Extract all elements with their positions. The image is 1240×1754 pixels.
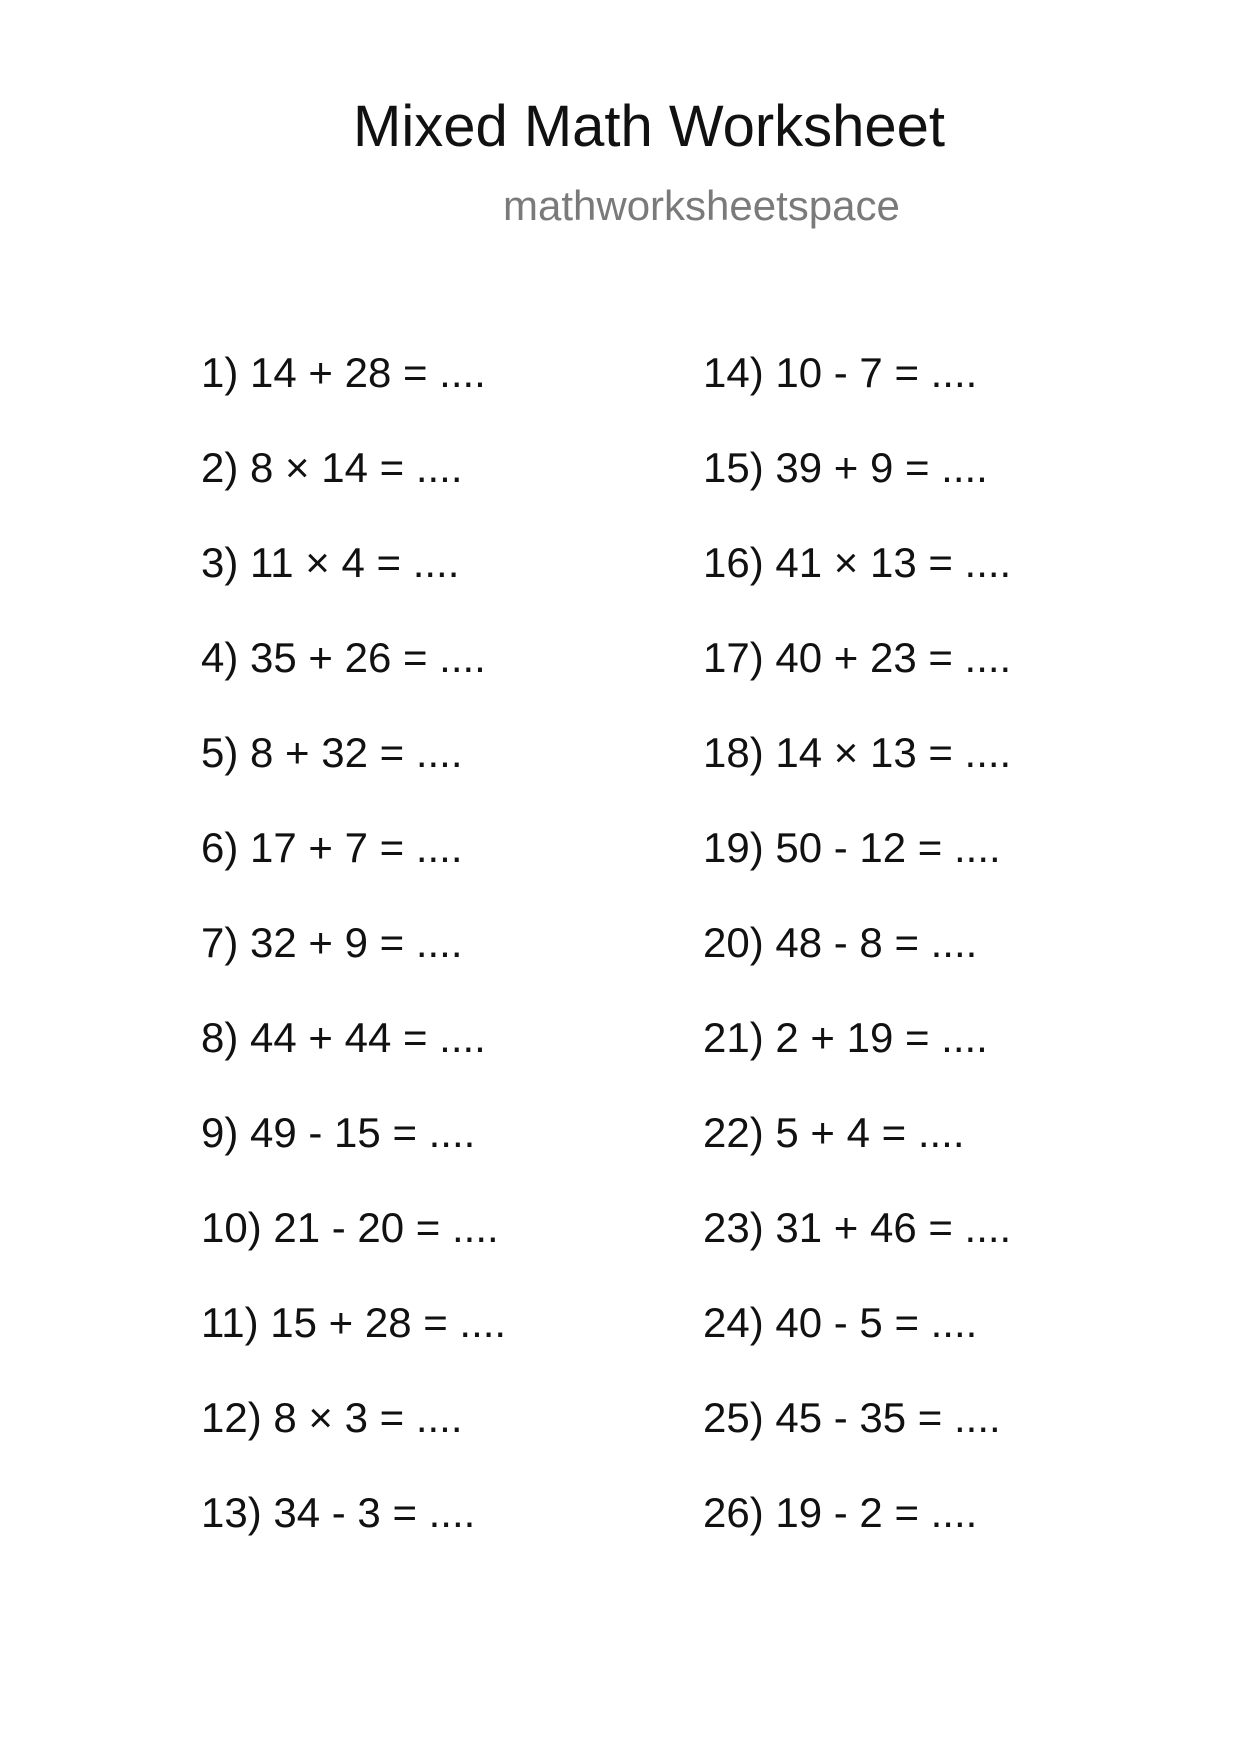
problem-1: 1) 14 + 28 = ....	[201, 349, 486, 396]
problem-18: 18) 14 × 13 = ....	[703, 729, 1012, 776]
problem-19: 19) 50 - 12 = ....	[703, 824, 1001, 871]
problem-3: 3) 11 × 4 = ....	[201, 539, 460, 586]
problem-2: 2) 8 × 14 = ....	[201, 444, 463, 491]
problem-23: 23) 31 + 46 = ....	[703, 1204, 1012, 1251]
problem-15: 15) 39 + 9 = ....	[703, 444, 988, 491]
problem-13: 13) 34 - 3 = ....	[201, 1489, 476, 1536]
problem-20: 20) 48 - 8 = ....	[703, 919, 978, 966]
problem-6: 6) 17 + 7 = ....	[201, 824, 463, 871]
problem-9: 9) 49 - 15 = ....	[201, 1109, 476, 1156]
problem-7: 7) 32 + 9 = ....	[201, 919, 463, 966]
page-subtitle: mathworksheetspace	[503, 182, 900, 229]
problem-24: 24) 40 - 5 = ....	[703, 1299, 978, 1346]
problem-14: 14) 10 - 7 = ....	[703, 349, 978, 396]
problem-25: 25) 45 - 35 = ....	[703, 1394, 1001, 1441]
problem-12: 12) 8 × 3 = ....	[201, 1394, 463, 1441]
problem-list-left	[201, 349, 507, 1587]
problem-8: 8) 44 + 44 = ....	[201, 1014, 486, 1061]
problem-11: 11) 15 + 28 = ....	[201, 1299, 507, 1346]
problem-10: 10) 21 - 20 = ....	[201, 1204, 499, 1251]
page-title: Mixed Math Worksheet	[353, 94, 946, 159]
problem-26: 26) 19 - 2 = ....	[703, 1489, 978, 1536]
problem-17: 17) 40 + 23 = ....	[703, 634, 1012, 681]
problem-list-right	[703, 349, 1012, 1587]
problem-16: 16) 41 × 13 = ....	[703, 539, 1012, 586]
problem-21: 21) 2 + 19 = ....	[703, 1014, 988, 1061]
problem-4: 4) 35 + 26 = ....	[201, 634, 486, 681]
problem-22: 22) 5 + 4 = ....	[703, 1109, 965, 1156]
problem-5: 5) 8 + 32 = ....	[201, 729, 463, 776]
